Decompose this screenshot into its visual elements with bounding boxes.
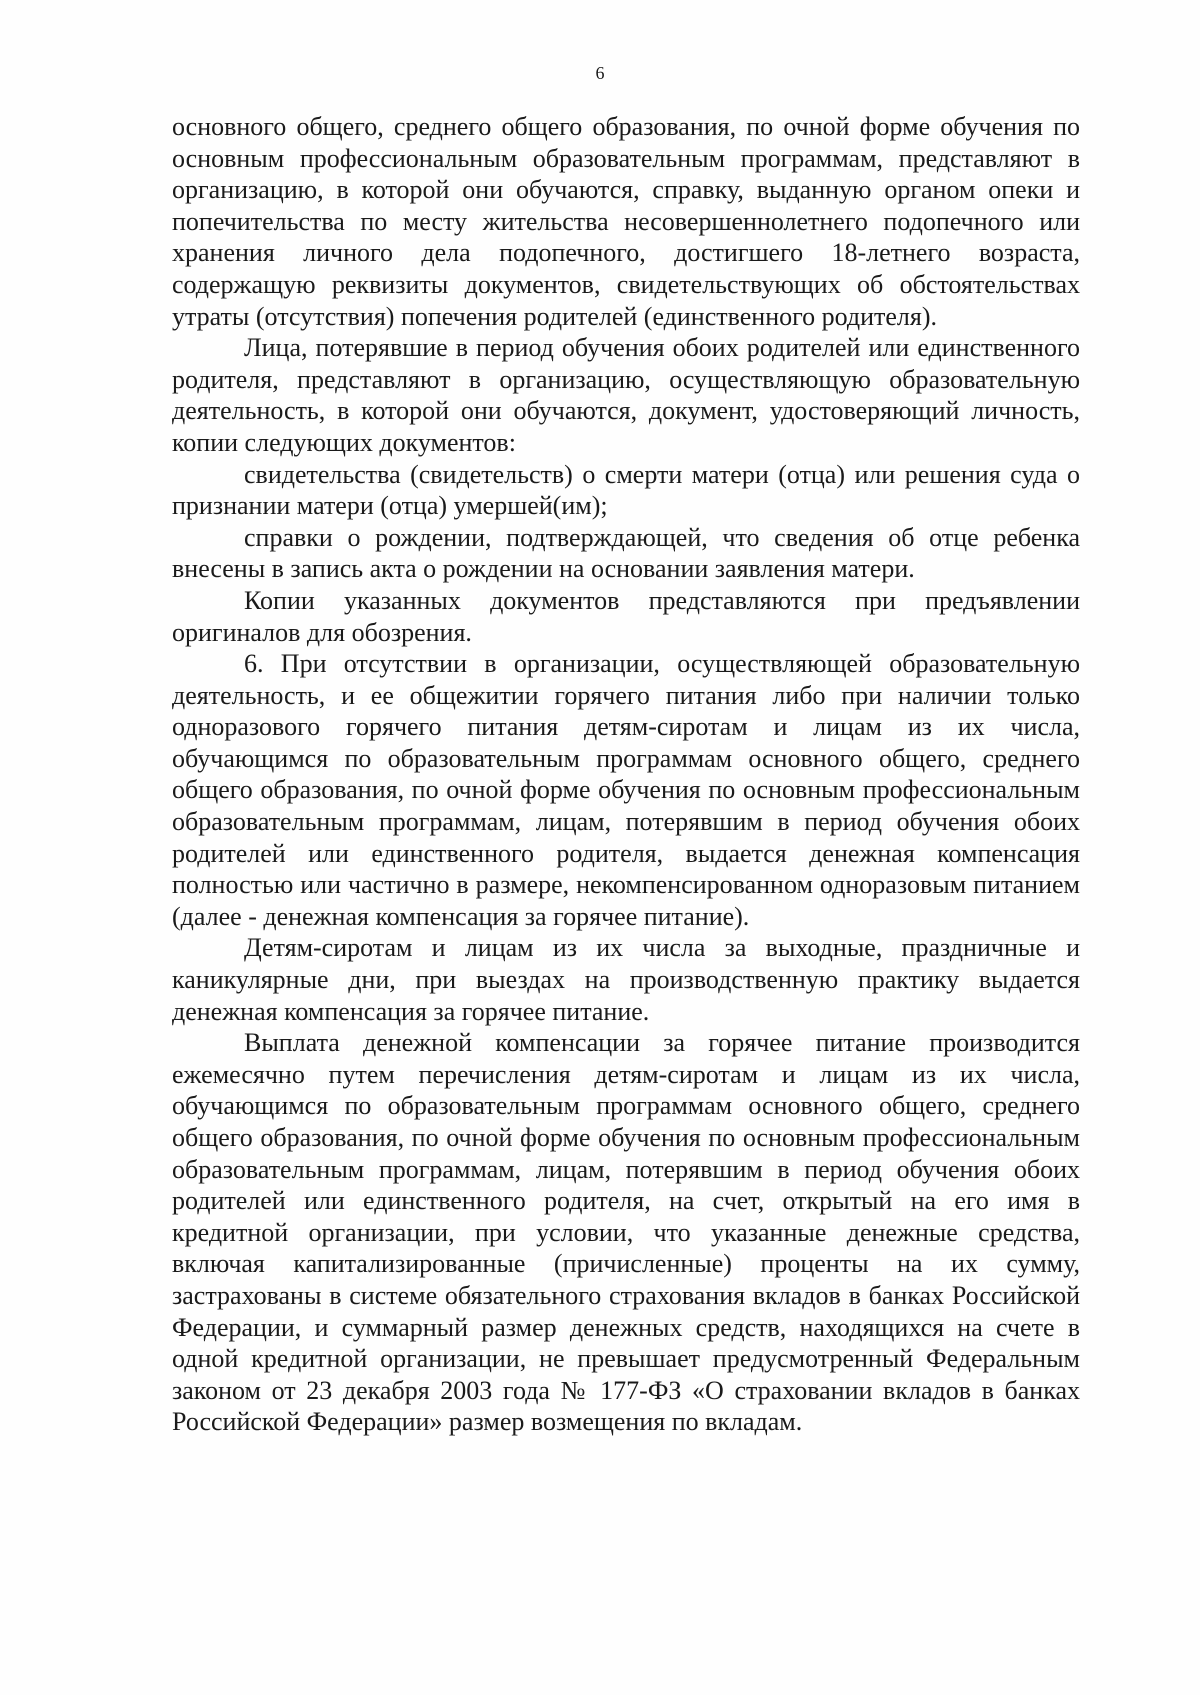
page-number: 6 xyxy=(595,63,605,83)
paragraph-item-6: 6. При отсутствии в организации, осуществляющей образовательную деятельность, и ее общежитии горячего питания либо при наличии только одноразового горячего питания детям-сиротам и лицам из их числа, обучающимся по образовательным программам основного общего, среднего общего образования, по очной форме обучения по основным профессиональным образовательным программам, лицам, потерявшим в период обучения обоих родителей или единственного родителя, выдается денежная компенсация полностью или частично в размере, некомпенсированном одноразовым питанием (далее - денежная компенсация за горячее питание). xyxy=(172,649,1080,931)
paragraph-document-copies: Копии указанных документов представляются при предъявлении оригиналов для обозрения. xyxy=(172,585,1080,647)
paragraph-continuation: основного общего, среднего общего образования, по очной форме обучения по основным профессиональным образовательным программам, представляют в организацию, в которой они обучаются, справку, выданную органом опеки и попечительства по месту жительства несовершеннолетнего подопечного или хранения личного дела подопечного, достигшего 18-летнего возраста, содержащую реквизиты документов, свидетельствующих об обстоятельствах утраты (отсутствия) попечения родителей (единственного родителя). xyxy=(172,112,1080,331)
paragraph-holiday-compensation: Детям-сиротам и лицам из их числа за выходные, праздничные и каникулярные дни, при выездах на производственную практику выдается денежная компенсация за горячее питание. xyxy=(172,933,1080,1026)
paragraph-birth-certificate: справки о рождении, подтверждающей, что сведения об отце ребенка внесены в запись акта о рождении на основании заявления матери. xyxy=(172,522,1080,584)
paragraph-persons-lost-parents: Лица, потерявшие в период обучения обоих родителей или единственного родителя, представляют в организацию, осуществляющую образовательную деятельность, в которой они обучаются, документ, удостоверяющий личность, копии следующих документов: xyxy=(172,333,1080,457)
paragraph-payment-terms: Выплата денежной компенсации за горячее питание производится ежемесячно путем перечисления детям-сиротам и лицам из их числа, обучающимся по образовательным программам основного общего, среднего общего образования, по очной форме обучения по основным профессиональным образовательным программам, лицам, потерявшим в период обучения обоих родителей или единственного родителя, на счет, открытый на его имя в кредитной организации, при условии, что указанные денежные средства, включая капитализированные (причисленные) проценты на их сумму, застрахованы в системе обязательного страхования вкладов в банках Российской Федерации, и суммарный размер денежных средств, находящихся на счете в одной кредитной организации, не превышает предусмотренный Федеральным законом от 23 декабря 2003 года № 177-ФЗ «О страховании вкладов в банках Российской Федерации» размер возмещения по вкладам. xyxy=(172,1028,1080,1437)
document-body xyxy=(172,111,1080,1438)
paragraph-death-certificates: свидетельства (свидетельств) о смерти матери (отца) или решения суда о признании матери (отца) умершей(им); xyxy=(172,459,1080,521)
